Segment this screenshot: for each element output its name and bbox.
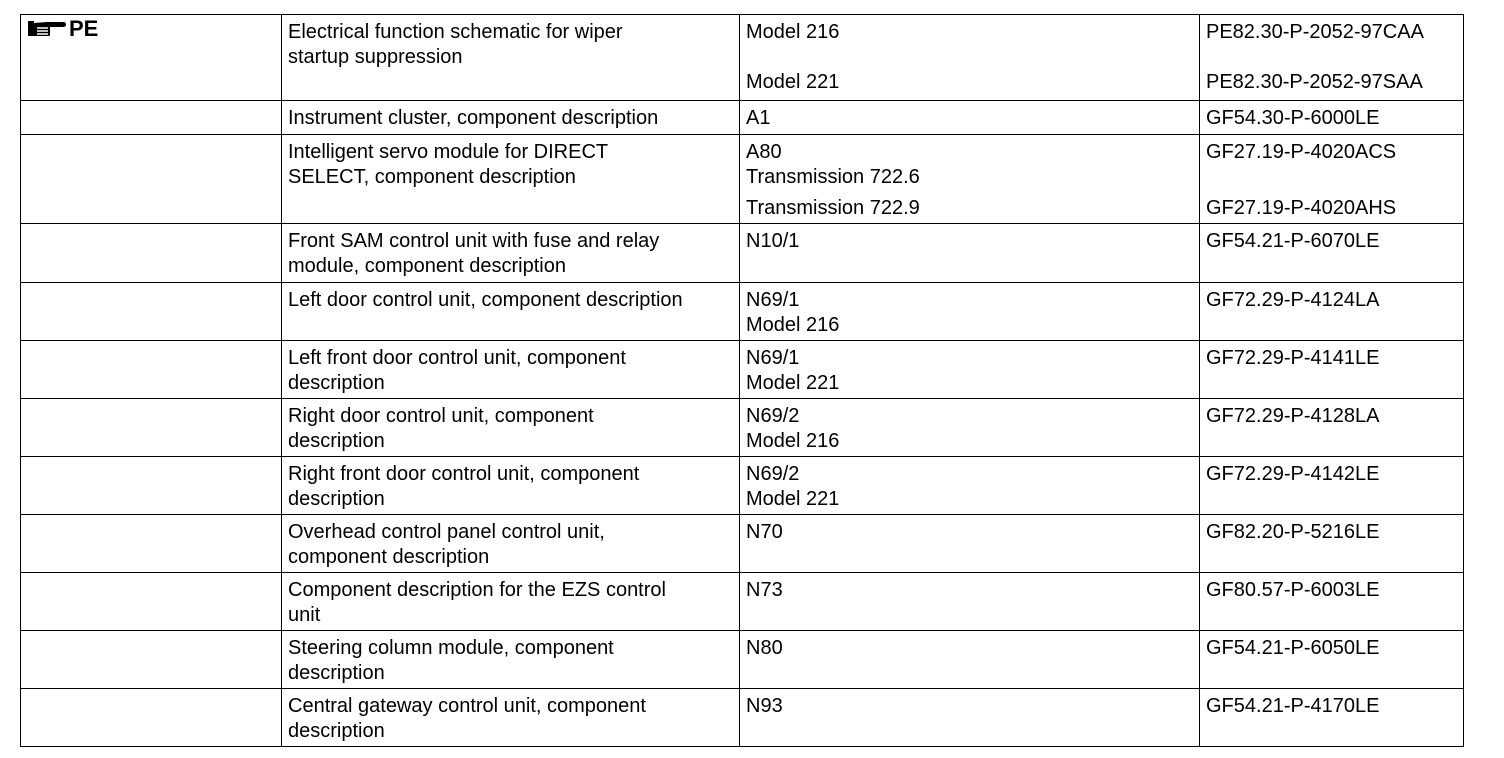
table-row xyxy=(21,689,1464,747)
document-cell xyxy=(1200,631,1464,689)
document-cell xyxy=(1200,341,1464,399)
description-cell xyxy=(282,101,740,135)
marker-cell xyxy=(21,573,282,631)
description-line: Steering column module, component xyxy=(288,637,614,659)
reference-cell xyxy=(740,15,1200,101)
marker-cell xyxy=(21,689,282,747)
marker-cell xyxy=(21,15,282,101)
document-cell xyxy=(1200,515,1464,573)
description-line: description xyxy=(288,720,385,742)
document-number xyxy=(1206,165,1457,190)
description-line: Intelligent servo module for DIRECT xyxy=(288,141,609,163)
description-cell xyxy=(282,15,740,101)
description-cell xyxy=(282,399,740,457)
description-cell xyxy=(282,573,740,631)
table-row xyxy=(21,283,1464,341)
description-line: description xyxy=(288,430,385,452)
document-number: PE82.30-P-2052-97SAA xyxy=(1206,71,1423,93)
reference-line: Transmission 722.6 xyxy=(746,166,920,188)
reference-cell xyxy=(740,689,1200,747)
reference-table xyxy=(20,14,1464,747)
document-number: PE82.30-P-2052-97CAA xyxy=(1206,21,1424,43)
reference-cell xyxy=(740,341,1200,399)
table-row xyxy=(21,341,1464,399)
description-cell xyxy=(282,341,740,399)
description-cell xyxy=(282,689,740,747)
description-cell xyxy=(282,457,740,515)
reference-cell xyxy=(740,631,1200,689)
document-number: GF27.19-P-4020ACS xyxy=(1206,141,1397,163)
reference-cell xyxy=(740,224,1200,283)
document-cell xyxy=(1200,457,1464,515)
document-cell xyxy=(1200,224,1464,283)
reference-line xyxy=(746,45,1193,70)
description-line: Instrument cluster, component description xyxy=(288,107,659,129)
marker-cell xyxy=(21,101,282,135)
marker-cell xyxy=(21,399,282,457)
reference-line: N69/1 xyxy=(746,347,800,369)
reference-line: N70 xyxy=(746,521,783,543)
marker-cell xyxy=(21,457,282,515)
description-cell xyxy=(282,135,740,224)
table-row xyxy=(21,457,1464,515)
table-row xyxy=(21,224,1464,283)
marker-cell xyxy=(21,135,282,224)
description-line: description xyxy=(288,488,385,510)
table-row xyxy=(21,573,1464,631)
reference-line: Model 216 xyxy=(746,430,840,452)
description-cell xyxy=(282,283,740,341)
document-number: GF72.29-P-4142LE xyxy=(1206,463,1380,485)
marker-cell xyxy=(21,515,282,573)
marker-cell xyxy=(21,224,282,283)
document-number: GF54.21-P-4170LE xyxy=(1206,695,1380,717)
document-cell xyxy=(1200,101,1464,135)
description-line: module, component description xyxy=(288,255,566,277)
reference-cell xyxy=(740,457,1200,515)
description-line: SELECT, component description xyxy=(288,166,576,188)
reference-line: N80 xyxy=(746,637,783,659)
description-line: component description xyxy=(288,546,490,568)
document-cell xyxy=(1200,15,1464,101)
document-number: GF72.29-P-4128LA xyxy=(1206,405,1380,427)
document-cell xyxy=(1200,283,1464,341)
description-line: Front SAM control unit with fuse and relay xyxy=(288,230,660,252)
document-number: GF72.29-P-4141LE xyxy=(1206,347,1380,369)
reference-line: N10/1 xyxy=(746,230,800,252)
description-line: Electrical function schematic for wiper xyxy=(288,21,623,43)
document-number: GF80.57-P-6003LE xyxy=(1206,579,1380,601)
reference-line: Model 216 xyxy=(746,21,840,43)
description-cell xyxy=(282,631,740,689)
table-row xyxy=(21,399,1464,457)
table-row xyxy=(21,631,1464,689)
table-row xyxy=(21,15,1464,101)
document-cell xyxy=(1200,689,1464,747)
description-line: Overhead control panel control unit, xyxy=(288,521,605,543)
document-number xyxy=(1206,45,1457,70)
pe-label: PE xyxy=(69,16,99,41)
reference-cell xyxy=(740,515,1200,573)
reference-line: Model 221 xyxy=(746,71,840,93)
marker-cell xyxy=(21,341,282,399)
document-number: GF54.30-P-6000LE xyxy=(1206,107,1380,129)
table-row xyxy=(21,101,1464,135)
document-cell xyxy=(1200,399,1464,457)
description-line: Left door control unit, component description xyxy=(288,289,683,311)
reference-cell xyxy=(740,135,1200,224)
document-number: GF27.19-P-4020AHS xyxy=(1206,197,1397,219)
reference-line: A80 xyxy=(746,141,782,163)
reference-line: N69/2 xyxy=(746,405,800,427)
reference-cell xyxy=(740,399,1200,457)
document-number: GF82.20-P-5216LE xyxy=(1206,521,1380,543)
reference-line: Model 221 xyxy=(746,372,840,394)
description-line: Left front door control unit, component xyxy=(288,347,626,369)
reference-line: Transmission 722.9 xyxy=(746,197,920,219)
description-line: Right door control unit, component xyxy=(288,405,594,427)
reference-line: N73 xyxy=(746,579,783,601)
pointing-hand-icon xyxy=(27,19,67,39)
document-number: GF72.29-P-4124LA xyxy=(1206,289,1380,311)
document-cell xyxy=(1200,135,1464,224)
marker-cell xyxy=(21,283,282,341)
reference-line: A1 xyxy=(746,107,771,129)
description-line: Component description for the EZS control xyxy=(288,579,666,601)
description-line: startup suppression xyxy=(288,46,463,68)
description-line: description xyxy=(288,662,385,684)
marker-cell xyxy=(21,631,282,689)
document-number: GF54.21-P-6050LE xyxy=(1206,637,1380,659)
reference-line: N93 xyxy=(746,695,783,717)
reference-line: N69/2 xyxy=(746,463,800,485)
description-line: Central gateway control unit, component xyxy=(288,695,646,717)
table-row xyxy=(21,135,1464,224)
pe-marker xyxy=(27,18,98,40)
table-row xyxy=(21,515,1464,573)
reference-line: Model 216 xyxy=(746,314,840,336)
description-cell xyxy=(282,224,740,283)
reference-cell xyxy=(740,573,1200,631)
description-cell xyxy=(282,515,740,573)
description-line: description xyxy=(288,372,385,394)
description-line: Right front door control unit, component xyxy=(288,463,640,485)
document-number: GF54.21-P-6070LE xyxy=(1206,230,1380,252)
reference-line: N69/1 xyxy=(746,289,800,311)
document-cell xyxy=(1200,573,1464,631)
reference-cell xyxy=(740,283,1200,341)
reference-line: Model 221 xyxy=(746,488,840,510)
reference-cell xyxy=(740,101,1200,135)
description-line: unit xyxy=(288,604,321,626)
